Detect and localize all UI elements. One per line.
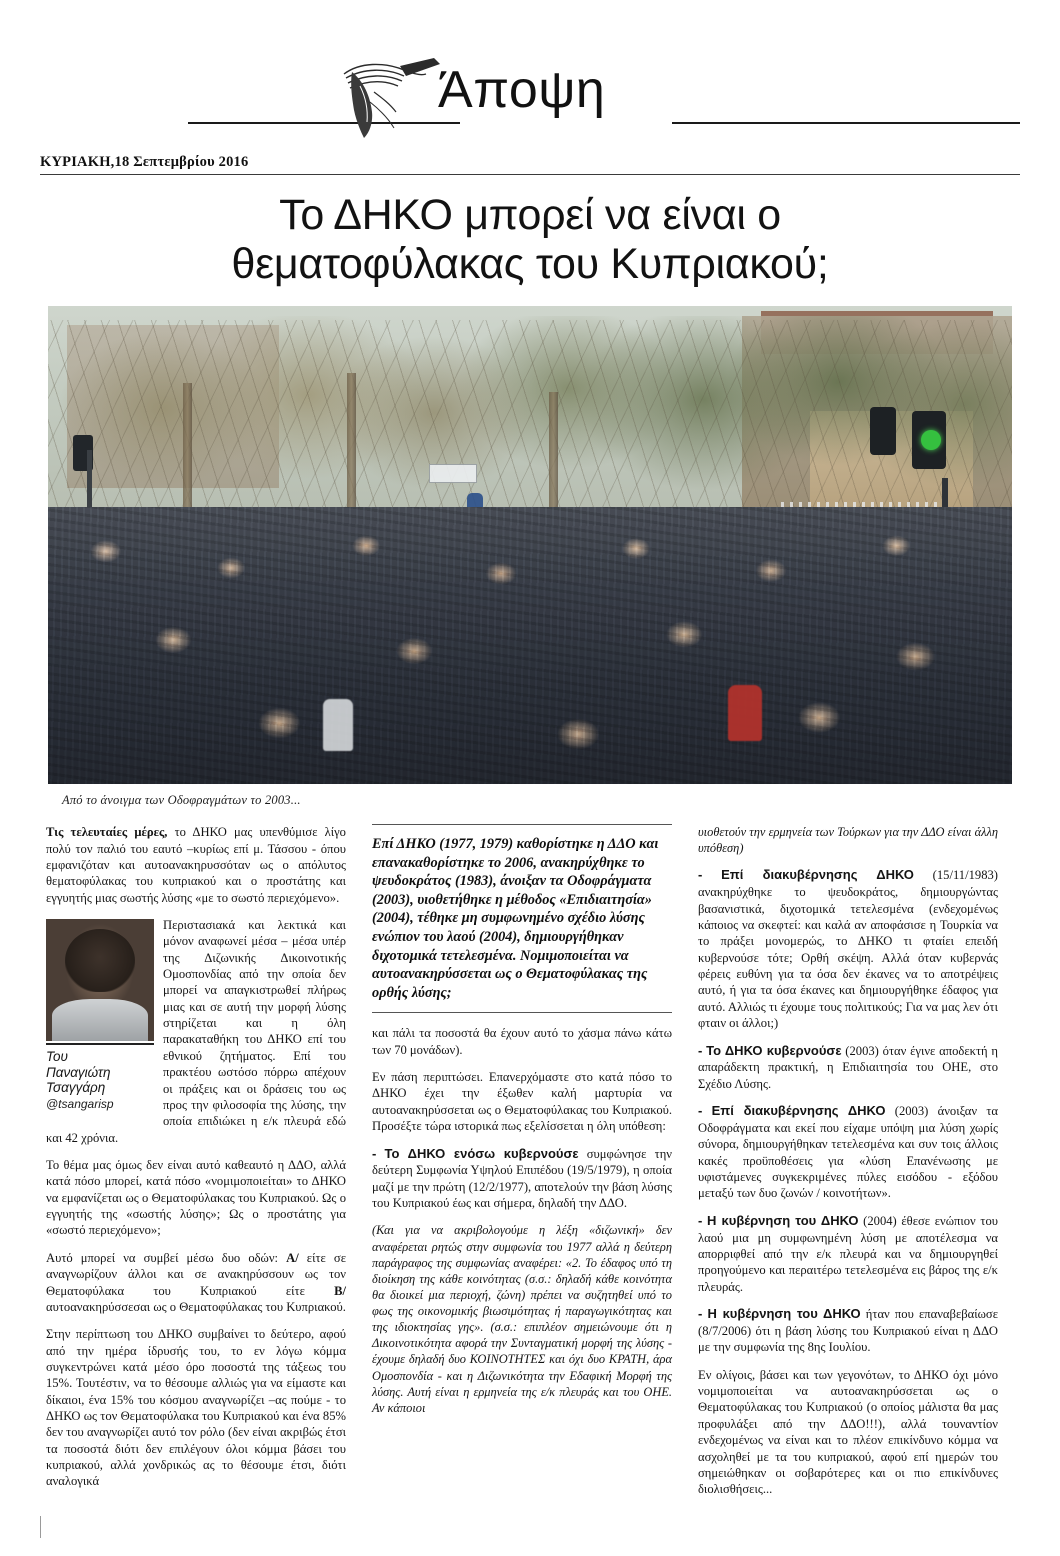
photo-person-red	[728, 685, 762, 741]
paragraph: Εν πάση περιπτώσει. Επανερχόμαστε στο κατά πόσο το ΔΗΚΟ έχει την έξωθεν καλή μαρτυρία να αυτοανακηρύσσεται ως ο Θεματοφύλακας του Κυπριακού. Προσέξτε τώρα ιστορικά πως εξελίσσεται η όλη υπόθεση:	[372, 1070, 672, 1134]
bullet-text: (15/11/1983) ανακηρύχθηκε το ψευδοκράτος, δημιουργώντας βασανιστικά, διχοτομικά τετελεσμένα (ενδεχομένως κάποιος να σκεφτεί: και καλά αν αποφάσισε η Τουρκία να το πράξει μονομερώς, το ΔΗΚΟ τι φταίει επειδή κυβερνούσε τότε; Ορθή σκέψη. Αλλά όταν κυβερνάς φέρεις ευθύνη για τα όσα δεν έκανες να το αποτρέψεις αυτό, ή για τα όσα έκανες και δημιουργήθηκε έδαφος για αυτό. Αλλιώς τι έχουμε τους πολιτικούς; Για να μας λεν ότι φταιν οι άλλοι;)	[698, 868, 998, 1031]
bullet-text: (2003) όταν έγινε αποδεκτή η απαράδεκτη πρακτική, η Επιδιαιτησία του ΟΗΕ, στο Σχέδιο Λύσης.	[698, 1043, 998, 1091]
paragraph-text: αυτοανακηρύσσεσαι ως ο Θεματοφύλακας του Κυπριακού.	[46, 1299, 346, 1314]
paragraph	[46, 824, 346, 906]
bullet-text: (2003) άνοιξαν τα Οδοφράγματα και εκεί που είχαμε υπόψη μια λύση χωρίς σύνορα, δημιουργήθηκαν τετελεσμένα και συν τοις άλλοις κακές προϋποθέσεις για «λύση Επανένωσης με υφιστάμενες συγκεκριμένες πύλες εισόδου - εξόδου μεταξύ των δυο ζωνών / κοινοτήτων».	[698, 1104, 998, 1201]
bullet-lead: Επί διακυβέρνησης ΔΗΚΟ	[721, 867, 914, 883]
article-body	[46, 824, 1014, 1524]
article-column-3	[685, 824, 998, 1524]
quoted-passage-continued: υιοθετούν την ερμηνεία των Τούρκων για την ΔΔΟ είναι άλλη υπόθεση)	[698, 825, 998, 856]
bullet-lead: Η κυβέρνηση του ΔΗΚΟ	[707, 1212, 859, 1228]
dateline-block	[40, 154, 1020, 175]
paragraph: Το θέμα μας όμως δεν είναι αυτό καθεαυτό η ΔΔΟ, αλλά κατά πόσο μπορεί, κατά πόσο «νομιμοποιείται» το ΔΗΚΟ να εμφανίζεται ως ο Θεματοφύλακας του Κυπριακού. Ως ο εγγυητής της «σωστής λύσης»; Ως ο προστάτης για «σωστό περιεχόμενο»;	[46, 1157, 346, 1238]
page-title	[60, 191, 1000, 288]
bullet-dash: -	[698, 1103, 703, 1119]
photo-protest-placard	[429, 464, 477, 483]
bullet-item	[698, 1043, 998, 1093]
bullet-text: ήταν που επαναβεβαίωσε (8/7/2006) ότι η βάση λύσης του Κυπριακού είναι η ΔΔΟ με την συμφωνία της 8ης Ιουλίου.	[698, 1307, 998, 1355]
bullet-item	[698, 867, 998, 1031]
option-label-a: Α/	[286, 1250, 299, 1265]
quill-pen-icon	[330, 52, 450, 142]
quoted-passage: (Και για να ακριβολογούμε η λέξη «διζωνική» δεν αναφέρεται ρητώς στην συμφωνία του 1977 αλλά η δεύτερη παράγραφος της συμφωνίας αναφέρει: «2. Το έδαφος υπό τη διοίκηση της κάθε κοινότητας (σ.σ.: δηλαδή κάθε κοινότητα θα διοικεί μια περιοχή, ζώνη) πρέπει να συζητηθεί υπό το φως της οικονομικής βιωσιμότητας ή παραγωγικότητας και της ιδιοκτησίας γης». (σ.σ.: επιπλέον σημειώνουμε ότι η Δικοινοτικότητα αφορά την Συνταγματική μορφή της λύσης - έχουμε δηλαδή δυο ΚΟΙΝΟΤΗΤΕΣ και όχι δυο ΚΡΑΤΗ, άρα Ομοσπονδία - και η Διζωνικότητα την Εδαφική Μορφή της λύσης. Αυτή είναι η ερμηνεία της ε/κ πλευράς και του ΟΗΕ. Αν κάποιοι	[372, 1223, 672, 1415]
bullet-item	[698, 1103, 998, 1202]
section-title: Άποψη	[438, 61, 606, 119]
option-label-b: Β/	[334, 1283, 346, 1298]
masthead	[40, 56, 1020, 148]
bullet-lead: Το ΔΗΚΟ κυβερνούσε	[706, 1042, 842, 1058]
bullet-lead: Το ΔΗΚΟ ενόσω κυβερνούσε	[384, 1145, 579, 1161]
photo-crowd-texture	[48, 507, 1012, 784]
paragraph-text: Αυτό μπορεί να συμβεί μέσω δυο οδών:	[46, 1250, 287, 1265]
bullet-dash: -	[698, 1042, 703, 1058]
byline-prefix: Του	[46, 1048, 68, 1064]
author-photo	[46, 919, 154, 1041]
photo-caption: Από το άνοιγμα των Οδοφραγμάτων το 2003...	[62, 793, 301, 808]
paragraph-text: είτε σε αναγνωρίζουν άλλοι και σε ανακηρύσσουν ως τον Θεματοφύλακα του Κυπριακού είτε	[46, 1250, 346, 1298]
article-column-1	[46, 824, 359, 1524]
dateline: ΚΥΡΙΑΚΗ,18 Σεπτεμβρίου 2016	[40, 154, 249, 170]
article-column-2	[359, 824, 685, 1524]
bullet-dash: -	[698, 1212, 703, 1228]
bullet-item	[372, 1146, 672, 1212]
bullet-text: συμφώνησε την δεύτερη Συμφωνία Υψηλού Επιπέδου (19/5/1979), η οποία μαζί με την πρώτη (12/2/1977), αποτελούν την βάση λύσης του Κυπριακού έως και σήμερα, δηλαδή την ΔΔΟ.	[372, 1146, 672, 1211]
bullet-lead: Επί διακυβέρνησης ΔΗΚΟ	[711, 1103, 886, 1119]
lead-photo	[48, 306, 1012, 784]
byline	[46, 1043, 154, 1113]
page-registration-mark	[40, 1516, 41, 1538]
dateline-rule	[40, 174, 1020, 175]
paragraph-text: το ΔΗΚΟ μας υπενθύμισε λίγο πολύ τον παλιό του εαυτό –κυρίως επί μ. Τάσσου - όπου εμφανιζόταν και αυτοανακηρυσσόταν ως ο απόλυτος θεματοφύλακας του κυπριακού και ο προστάτης και εγγυητής μιας σωστής λύσης «με το σωστό περιεχόμενο».	[46, 825, 346, 905]
paragraph: Στην περίπτωση του ΔΗΚΟ συμβαίνει το δεύτερο, αφού από την ημέρα ίδρυσής του, το εν λόγω κόμμα συγκεντρώνει κατά μέσο όρο ποσοστά της τάξεως του 15%. Τουτέστιν, να το θέσουμε αλλιώς για να είμαστε και δίκαιοι, ένα 15% του κόσμου αναγνωρίζει –ας πούμε - το ΔΗΚΟ ως τον Θεματοφύλακα του Κυπριακού και ένα 85% δεν του αναγνωρίζει αυτό τον ρόλο (δεν είναι ακριβώς έτσι τα ποσοστά διότι δεν επιλέγουν όλοι κόμμα βάσει του κυπριακού, αλλά χονδρικώς ας το θέσουμε έτσι, διότι αναλογικά	[46, 1327, 346, 1489]
paragraph: Περιστασιακά και λεκτικά και μόνον αναφωνεί μέσα – μέσα υπέρ της Διζωνικής Δικοινοτικής Ομοσπονδίας από την οποία δεν μπορεί να απαγκιστρωθεί πλήρως μιας και σε αυτή την μορφή λύσης στηρίζεται και η όλη παρακαταθήκη του ΔΗΚΟ επί του εθνικού ζητήματος. Επί του πρακτέου ωστόσο πόρρω απέχουν οι πράξεις και οι δράσεις του ως προς την φιλοσοφία της λύσης, την οποία επιδιώκει η ε/κ πλευρά εδώ και 42 χρόνια.	[46, 917, 346, 1145]
lead-photo-block	[48, 306, 1012, 808]
paragraph	[46, 1250, 346, 1315]
bullet-item	[698, 1213, 998, 1295]
bullet-lead: Η κυβέρνηση του ΔΗΚΟ	[707, 1306, 861, 1322]
photo-traffic-light-secondary	[870, 407, 896, 455]
photo-branches	[48, 320, 1012, 530]
paragraph: και πάλι τα ποσοστά θα έχουν αυτό το χάσμα πάνω κάτω των 70 μονάδων).	[372, 1026, 672, 1057]
article-lead-in: Τις τελευταίες μέρες,	[46, 825, 168, 840]
bullet-text: (2004) έθεσε ενώπιον του λαού μια μη συμφωνημένη λύση με αποτέλεσμα να απορριφθεί από την ε/κ πλευρά και να δημιουργηθεί προηγούμενο και περαιτέρω τετελεσμένα εις βάρος της ε/κ πλευράς.	[698, 1213, 998, 1294]
photo-tree-trunk	[183, 383, 192, 526]
headline-line-1: Το ΔΗΚΟ μπορεί να είναι ο	[279, 191, 781, 239]
byline-last-name: Τσαγγάρη	[46, 1080, 106, 1096]
bullet-dash: -	[372, 1145, 377, 1161]
photo-tree-trunk	[347, 373, 356, 526]
author-twitter-handle[interactable]: @tsangarisp	[46, 1096, 114, 1111]
bullet-dash: -	[698, 1306, 703, 1322]
bullet-item	[698, 1306, 998, 1356]
headline-line-2: θεματοφύλακας του Κυπριακού;	[231, 239, 829, 288]
masthead-rule-right	[672, 122, 1020, 124]
photo-person-white	[323, 699, 353, 751]
closing-paragraph: Εν ολίγοις, βάσει και των γεγονότων, το ΔΗΚΟ όχι μόνο νομιμοποιείται να αυτοανακηρύσσεται ως ο Θεματοφύλακας του Κυπριακού (ο οποίος μάλιστα θα μας προφυλάξει από την ΔΔΟ!!!), αλλά τουναντίον ενδεχομένως να είναι και το πλέον επικίνδυνο κόμμα να ασχοληθεί με τα του κυπριακού, αφού επί ημερών του σημειώθηκαν οι σοβαρότερες και οι πιο επικίνδυνες διολισθήσεις...	[698, 1367, 998, 1497]
bullet-dash: -	[698, 867, 703, 883]
pull-quote: Επί ΔΗΚΟ (1977, 1979) καθορίστηκε η ΔΔΟ και επανακαθορίστηκε το 2006, ανακηρύχθηκε το ψευδοκράτος (1983), άνοιξαν τα Οδοφράγματα (2003), υιοθετήθηκε η μέθοδος «Επιδιαιτησία» (2004), τέθηκε μη συμφωνημένο σχέδιο λύσης ενώπιον του λαού (2004), δημιουργήθηκαν διχοτομικά τετελεσμένα. Νομιμοποιείται να αυτοανακηρύσσεται ως ο Θεματοφύλακας της ορθής λύσης;	[372, 824, 672, 1013]
byline-first-name: Παναγιώτη	[46, 1064, 111, 1080]
